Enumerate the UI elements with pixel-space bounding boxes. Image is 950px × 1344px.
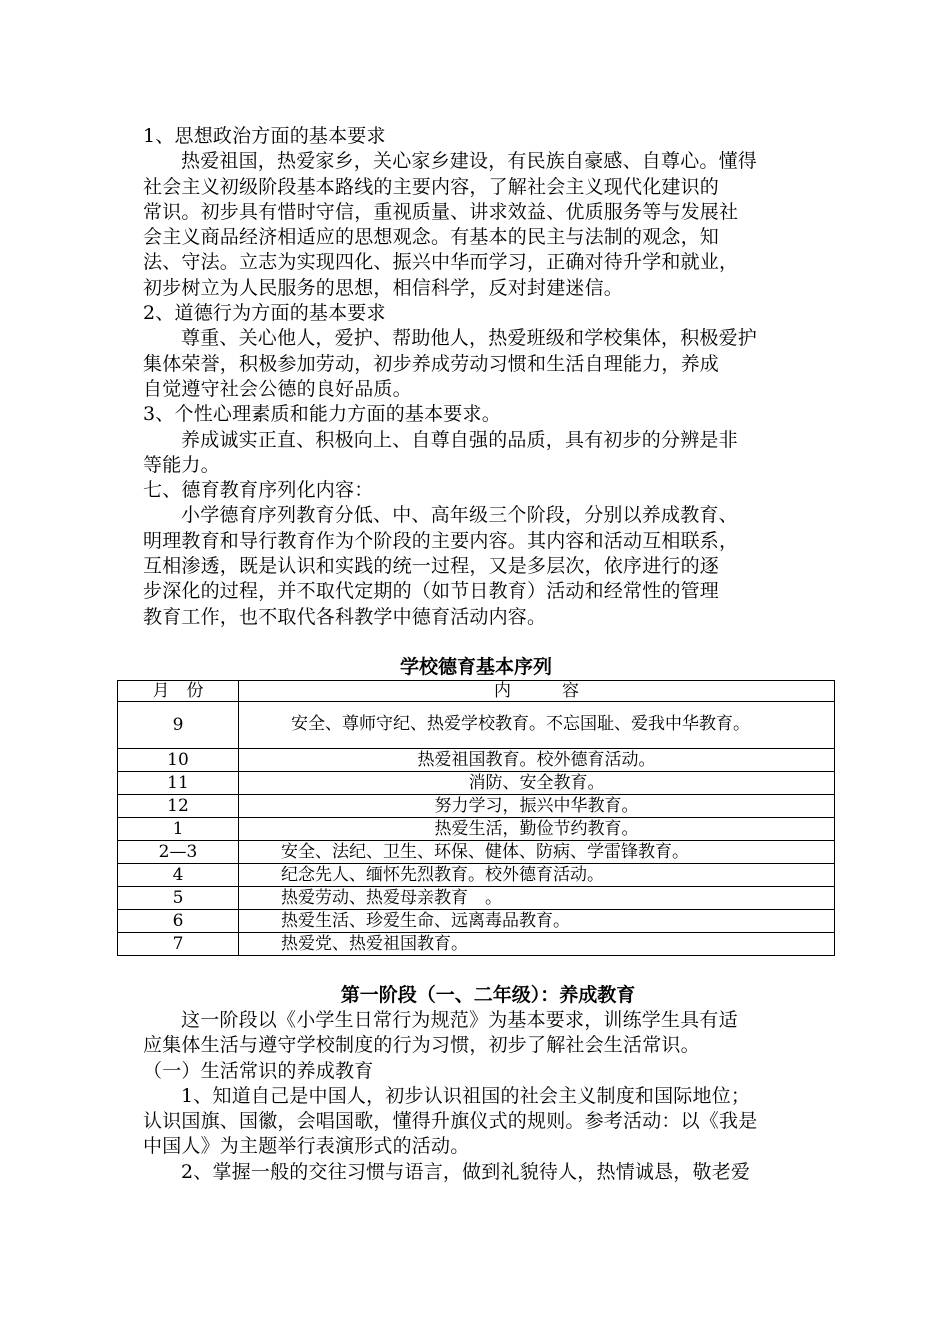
cell-content: 热爱生活、珍爱生命、远离毒品教育。 [239,909,835,932]
text-line: 会主义商品经济相适应的思想观念。有基本的民主与法制的观念，知 [143,226,720,249]
text-line: 互相渗透，既是认识和实践的统一过程，又是多层次，依序进行的逐 [143,555,720,578]
cell-month: 12 [118,794,239,817]
text-line: 2、掌握一般的交往习惯与语言，做到礼貌待人，热情诚恳，敬老爱 [181,1160,751,1183]
text-line: 中国人》为主题举行表演形式的活动。 [143,1135,470,1158]
text-line: 法、守法。立志为实现四化、振兴中华而学习，正确对待升学和就业， [143,251,739,274]
cell-content: 安全、尊师守纪、热爱学校教育。不忘国耻、爱我中华教育。 [239,701,835,748]
text-line: 明理教育和导行教育作为个阶段的主要内容。其内容和活动互相联系， [143,529,739,552]
text-line: 社会主义初级阶段基本路线的主要内容，了解社会主义现代化建识的 [143,175,720,198]
header-month: 月 份 [118,680,239,701]
table-row [118,932,835,955]
table-row [118,701,835,748]
text-line: 热爱祖国，热爱家乡，关心家乡建设，有民族自豪感、自尊心。懂得 [181,150,758,173]
text-line: 初步树立为人民服务的思想，相信科学，反对封建迷信。 [143,276,624,299]
cell-content: 热爱祖国教育。校外德育活动。 [239,748,835,771]
cell-content: 纪念先人、缅怀先烈教育。校外德育活动。 [239,863,835,886]
text-line: 1、知道自己是中国人，初步认识祖国的社会主义制度和国际地位； [181,1084,751,1107]
cell-content: 努力学习，振兴中华教育。 [239,794,835,817]
cell-month: 11 [118,771,239,794]
heading-sequence: 七、德育教育序列化内容： [143,479,374,502]
cell-content: 安全、法纪、卫生、环保、健体、防病、学雷锋教育。 [239,840,835,863]
cell-month: 6 [118,909,239,932]
heading-personality: 3、个性心理素质和能力方面的基本要求。 [143,403,501,426]
table-row [118,817,835,840]
cell-content: 消防、安全教育。 [239,771,835,794]
table-row [118,863,835,886]
table-row [118,771,835,794]
text-line: 尊重、关心他人，爱护、帮助他人，热爱班级和学校集体，积极爱护 [181,327,758,350]
table-row [118,886,835,909]
cell-month: 1 [118,817,239,840]
cell-month: 5 [118,886,239,909]
sequence-table [117,680,835,956]
heading-moral: 2、道德行为方面的基本要求 [143,302,386,325]
text-line: 集体荣誉，积极参加劳动，初步养成劳动习惯和生活自理能力，养成 [143,352,720,375]
cell-month: 2—3 [118,840,239,863]
table-title: 学校德育基本序列 [399,655,552,678]
text-line: 自觉遵守社会公德的良好品质。 [143,377,412,400]
table-row [118,794,835,817]
table-row [118,840,835,863]
heading-political: 1、思想政治方面的基本要求 [143,125,386,147]
table-header-row [118,680,835,701]
table-row [118,748,835,771]
cell-month: 7 [118,932,239,955]
cell-month: 10 [118,748,239,771]
subheading-daily-life: （一）生活常识的养成教育 [143,1059,374,1082]
cell-month: 9 [118,701,239,748]
cell-content: 热爱生活，勤俭节约教育。 [239,817,835,840]
text-line: 等能力。 [143,453,220,476]
text-line: 教育工作，也不取代各科教学中德育活动内容。 [143,605,547,628]
text-line: 认识国旗、国徽，会唱国歌，懂得升旗仪式的规则。参考活动：以《我是 [143,1110,758,1133]
cell-content: 热爱党、热爱祖国教育。 [239,932,835,955]
text-line: 养成诚实正直、积极向上、自尊自强的品质，具有初步的分辨是非 [181,428,738,451]
text-line: 常识。初步具有惜时守信，重视质量、讲求效益、优质服务等与发展社 [143,200,739,223]
text-line: 步深化的过程，并不取代定期的（如节日教育）活动和经常性的管理 [143,580,720,603]
text-line: 应集体生活与遵守学校制度的行为习惯，初步了解社会生活常识。 [143,1034,700,1057]
text-line: 小学德育序列教育分低、中、高年级三个阶段，分别以养成教育、 [181,504,738,527]
table-row [118,909,835,932]
cell-month: 4 [118,863,239,886]
text-line: 这一阶段以《小学生日常行为规范》为基本要求，训练学生具有适 [181,1008,738,1031]
document-page [143,124,833,1185]
stage-title: 第一阶段（一、二年级）：养成教育 [340,983,636,1006]
cell-content: 热爱劳动、热爱母亲教育 。 [239,886,835,909]
header-content: 内 容 [239,680,835,701]
